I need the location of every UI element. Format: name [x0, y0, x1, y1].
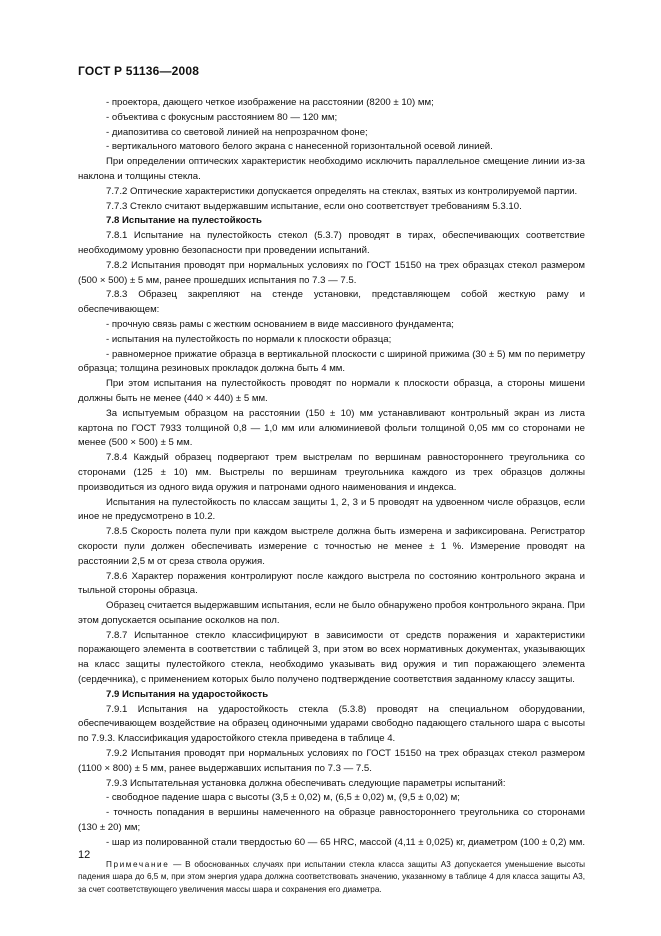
list-item: - точность попадания в вершины намеченного на образце равностороннего треугольника со сторонами (130 ± 20) мм; [78, 807, 585, 834]
paragraph: 7.8.1 Испытание на пулестойкость стекол (5.3.7) проводят в тирах, обеспечивающих соответствие необходимому уровню безопасности при проведении испытаний. [78, 230, 585, 256]
paragraph: При этом испытания на пулестойкость проводят по нормали к плоскости образца, а стороны мишени должны быть не менее (440 × 440) ± 5 мм. [78, 378, 585, 404]
paragraph: 7.9.2 Испытания проводят при нормальных условиях по ГОСТ 15150 на трех образцах стекол размером (1100 × 800) ± 5 мм, ранее выдержавших испытания по 7.3 — 7.5. [78, 748, 585, 774]
list-item: - равномерное прижатие образца в вертикальной плоскости с шириной прижима (30 ± 5) мм по периметру образца; толщина резиновых прокладок должна быть 4 мм. [78, 348, 585, 375]
note [78, 859, 585, 897]
section-heading: 7.8 Испытание на пулестойкость [106, 215, 262, 227]
note-label: Примечание [106, 859, 170, 869]
list-item: - проектора, дающего четкое изображение на расстоянии (8200 ± 10) мм; [106, 97, 434, 108]
paragraph: 7.8.4 Каждый образец подвергают трем выстрелам по вершинам равностороннего треугольника со сторонами (125 ± 10) мм. Выстрелы по вершинам треугольника каждого из трех образцов должны производиться из одного вида оружия и патронами одного наименования и индекса. [78, 452, 585, 493]
paragraph: При определении оптических характеристик необходимо исключить параллельное смещение линии из-за наклона и толщины стекла. [78, 156, 585, 182]
paragraph: 7.8.7 Испытанное стекло классифицируют в зависимости от средств поражения и характеристики поражающего элемента в соответствии с таблицей 3, при этом во всех нормативных документах, указывающих на класс защиты пулестойкого стекла, необходимо указывать вид оружия и тип поражающего элемента (сердечника), с применением которых было получено подтверждение соответствия заданному классу защиты. [78, 629, 585, 686]
document-header: ГОСТ Р 51136—2008 [78, 64, 200, 78]
paragraph: 7.8.5 Скорость полета пули при каждом выстреле должна быть измерена и зафиксирована. Регистратор скорости пули должен обеспечивать измерение с точностью не менее ± 1 %. Измерение проводят на расстоянии 2,5 м от среза ствола оружия. [78, 526, 585, 567]
list-item: - испытания на пулестойкость по нормали к плоскости образца; [106, 333, 392, 345]
list-item: - прочную связь рамы с жестким основанием в виде массивного фундамента; [106, 318, 454, 330]
paragraph: 7.9.3 Испытательная установка должна обеспечивать следующие параметры испытаний: [106, 777, 506, 789]
list-item: - диапозитива со световой линией на непрозрачном фоне; [106, 126, 368, 138]
note-text: — В обоснованных случаях при испытании стекла класса защиты А3 допускается уменьшение высоты падения шара до 6,5 м, при этом энергия удара должна соответствовать значению, указанному в таблице 4 для класса защиты А3, за счет соответствующего увеличения массы шара и сохранения его диаметра. [78, 859, 585, 894]
paragraph: Образец считается выдержавшим испытания, если не было обнаружено пробоя контрольного экрана. При этом допускается осыпание осколков на пол. [78, 600, 585, 626]
paragraph: 7.8.6 Характер поражения контролируют после каждого выстрела по состоянию контрольного экрана и тыльной стороны образца. [78, 570, 585, 597]
document-body [78, 96, 585, 896]
paragraph: 7.8.3 Образец закрепляют на стенде установки, представляющем собой жесткую раму и обеспечивающем: [78, 289, 585, 316]
paragraph: 7.7.2 Оптические характеристики допускается определять на стеклах, взятых из контролируемой партии. [106, 185, 578, 197]
list-item: - свободное падение шара с высоты (3,5 ± 0,02) м, (6,5 ± 0,02) м, (9,5 ± 0,02) м; [106, 792, 460, 804]
paragraph: Испытания на пулестойкость по классам защиты 1, 2, 3 и 5 проводят на удвоенном числе образцов, если иное не предусмотрено в 10.2. [78, 496, 585, 523]
paragraph: За испытуемым образцом на расстоянии (150 ± 10) мм устанавливают контрольный экран из листа картона по ГОСТ 7933 толщиной 0,8 — 1,0 мм или алюминиевой фольги толщиной 0,05 мм со сторонами не менее (500 × 500) ± 5 мм. [78, 407, 585, 449]
list-item: - объектива с фокусным расстоянием 80 — 120 мм; [106, 111, 338, 123]
page-number: 12 [78, 849, 91, 861]
paragraph: 7.9.1 Испытания на ударостойкость стекла (5.3.8) проводят на специальном оборудовании, обеспечивающем воздействие на образец одиночными ударами свободно падающего стального шара с высоты по 7.9.3. Классификация ударостойкого стекла приведена в таблице 4. [78, 703, 585, 745]
paragraph: 7.7.3 Стекло считают выдержавшим испытание, если оно соответствует требованиям 5.3.10. [106, 200, 522, 212]
paragraph: 7.8.2 Испытания проводят при нормальных условиях по ГОСТ 15150 на трех образцах стекол размером (500 × 500) ± 5 мм, ранее прошедших испытания по 7.3 — 7.5. [78, 259, 585, 286]
list-item: - вертикального матового белого экрана с нанесенной горизонтальной осевой линией. [106, 141, 493, 153]
list-item: - шар из полированной стали твердостью 60 — 65 HRC, массой (4,11 ± 0,025) кг, диаметром (100 ± 0,2) мм. [106, 836, 586, 848]
section-heading: 7.9 Испытания на ударостойкость [106, 688, 269, 700]
